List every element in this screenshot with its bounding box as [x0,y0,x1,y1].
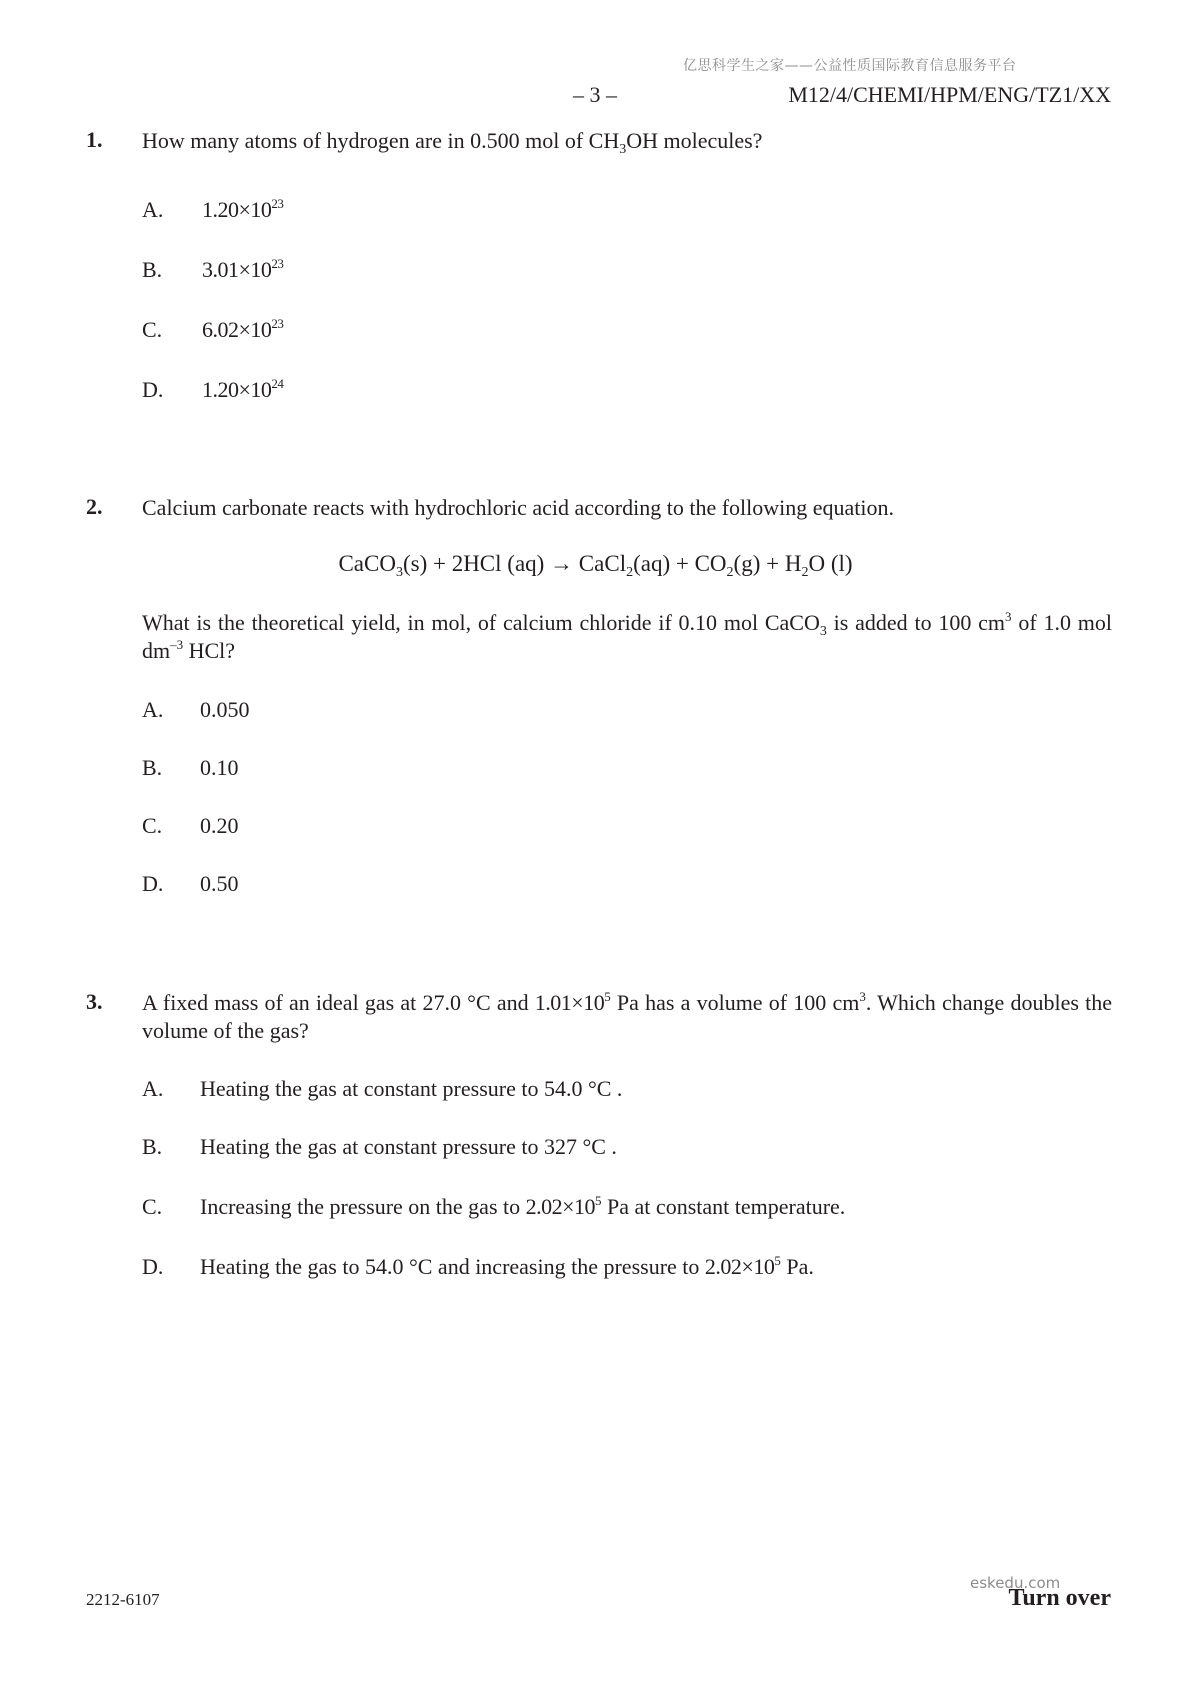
turn-over-label: Turn over [1008,1585,1111,1611]
q1-option-d-letter: D. [142,377,164,402]
q1-option-b-value: $3.01\times 10^{23}$ [202,256,284,282]
footer-code: 2212-6107 [86,1590,160,1609]
q1-option-c-value: $6.02\times 10^{23}$ [202,316,284,342]
question-1-text: How many atoms of hydrogen are in 0.500 mol of $CH_3OH$ molecules? [142,128,763,157]
paper-code: M12/4/CHEMI/HPM/ENG/TZ1/XX [788,82,1111,107]
q2-option-d-letter: D. [142,871,164,896]
q3-option-b-text: Heating the gas at constant pressure to 327 °C . [200,1134,617,1159]
q2-option-c-text: 0.20 [200,813,239,838]
q1-option-a-value: $1.20\times 10^{23}$ [202,196,284,222]
q3-option-a-text: Heating the gas at constant pressure to 54.0 °C . [200,1076,623,1101]
q2-option-b-text: 0.10 [200,755,239,780]
question-2-intro: Calcium carbonate reacts with hydrochloric acid according to the following equation. [142,495,895,520]
q1-option-a-letter: A. [142,197,164,222]
question-3-number: 3. [86,989,103,1014]
footer-watermark: eskedu.com [970,1574,1061,1592]
q2-option-b-letter: B. [142,755,163,780]
q3-option-d-letter: D. [142,1254,164,1279]
q3-option-a-letter: A. [142,1076,164,1101]
q3-option-c-text: Increasing the pressure on the gas to $2.02\times 10^5$ Pa at constant temperature. [200,1193,846,1219]
q2-option-c-letter: C. [142,813,163,838]
q2-option-d-text: 0.50 [200,871,239,896]
q1-option-d-value: $1.20\times 10^{24}$ [202,376,284,402]
page-number: – 3 – [573,82,617,107]
q2-option-a-letter: A. [142,697,164,722]
question-3-text: A fixed mass of an ideal gas at 27.0 °C and $1.01\times 10^5$ Pa has a volume of 100 $cm^3$. Which change doubles the volume of the gas? [142,989,1112,1043]
q2-option-a-text: 0.050 [200,697,250,722]
question-2-number: 2. [86,494,103,519]
q3-option-d-text: Heating the gas to 54.0 °C and increasing the pressure to $2.02\times 10^5$ Pa. [200,1253,814,1279]
header-watermark: 亿思科学生之家——公益性质国际教育信息服务平台 [683,58,1017,74]
q1-option-c-letter: C. [142,317,163,342]
chemical-equation: CaCO$_3$(s) + 2HCl (aq) → CaCl$_2$(aq) + $CO_2(g) + H_2O$ (l) [338,551,853,580]
q1-option-b-letter: B. [142,257,163,282]
q3-option-c-letter: C. [142,1194,163,1219]
question-2-text: What is the theoretical yield, in mol, of calcium chloride if 0.10 mol CaCO$_3$ is added to 100 $cm^3$ of 1.0 mol $dm^{-3}$ HCl? [142,609,1112,663]
question-1-number: 1. [86,127,103,152]
q3-option-b-letter: B. [142,1134,163,1159]
